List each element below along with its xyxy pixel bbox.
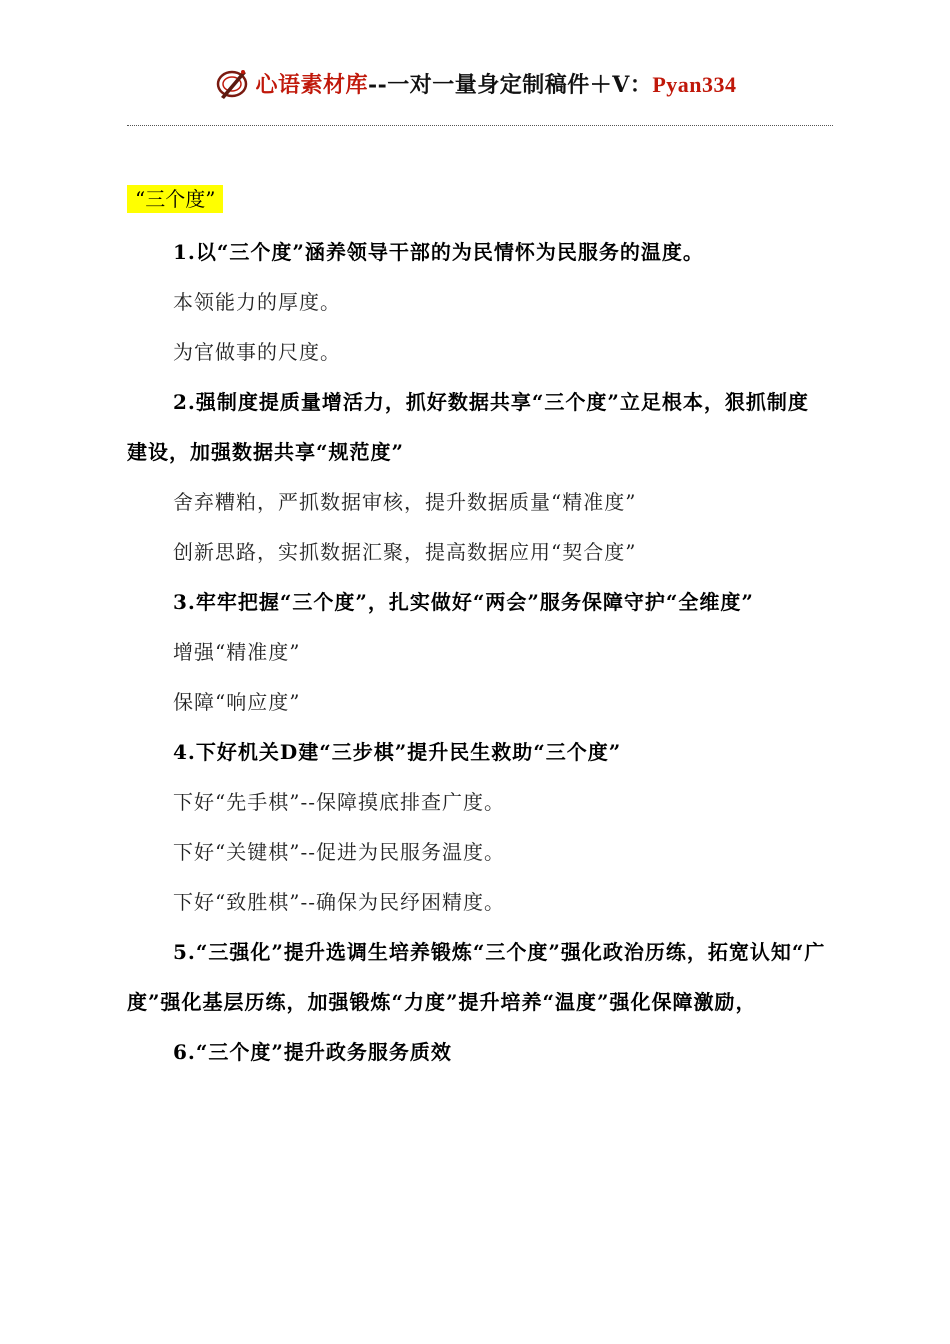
section-heading: 3.牢牢把握“三个度”，扎实做好“两会”服务保障守护“全维度” [173, 590, 754, 614]
pen-circle-logo-icon [213, 63, 253, 103]
list-item: 下好“先手棋”--保障摸底排查广度。 [173, 790, 505, 814]
header-divider [127, 125, 833, 126]
section-heading: 5.“三强化”提升选调生培养锻炼“三个度”强化政治历练，拓宽认知“广度”强化基层历练，加强锻炼“力度”提升培养“温度”强化保障激励， [127, 940, 826, 1014]
item-list [127, 227, 827, 1077]
list-item: 舍弃糟粕，严抓数据审核，提升数据质量“精准度” [173, 490, 637, 514]
list-item: 下好“致胜棋”--确保为民纾困精度。 [173, 890, 505, 914]
highlighted-label: “三个度” [127, 185, 223, 213]
document-body [127, 185, 827, 1077]
section-heading: 6.“三个度”提升政务服务质效 [173, 1040, 452, 1064]
list-item: 增强“精准度” [173, 640, 301, 664]
header-id: Pyan334 [652, 71, 737, 97]
section-heading: 4.下好机关D建“三步棋”提升民生救助“三个度” [173, 740, 622, 764]
list-item: 本领能力的厚度。 [173, 290, 341, 314]
header-text [255, 68, 736, 99]
list-item: 下好“关键棋”--促进为民服务温度。 [173, 840, 505, 864]
header-middle: --一对一量身定制稿件＋V： [367, 71, 653, 98]
page-header [0, 58, 950, 108]
list-item: 保障“响应度” [173, 690, 301, 714]
list-item: 创新思路，实抓数据汇聚，提高数据应用“契合度” [173, 540, 637, 564]
header-brand: 心语素材库 [255, 71, 368, 98]
list-item: 为官做事的尺度。 [173, 340, 341, 364]
section-heading: 1.以“三个度”涵养领导干部的为民情怀为民服务的温度。 [173, 240, 704, 264]
section-heading: 2.强制度提质量增活力，抓好数据共享“三个度”立足根本，狠抓制度建设，加强数据共享“规范度” [127, 390, 809, 464]
